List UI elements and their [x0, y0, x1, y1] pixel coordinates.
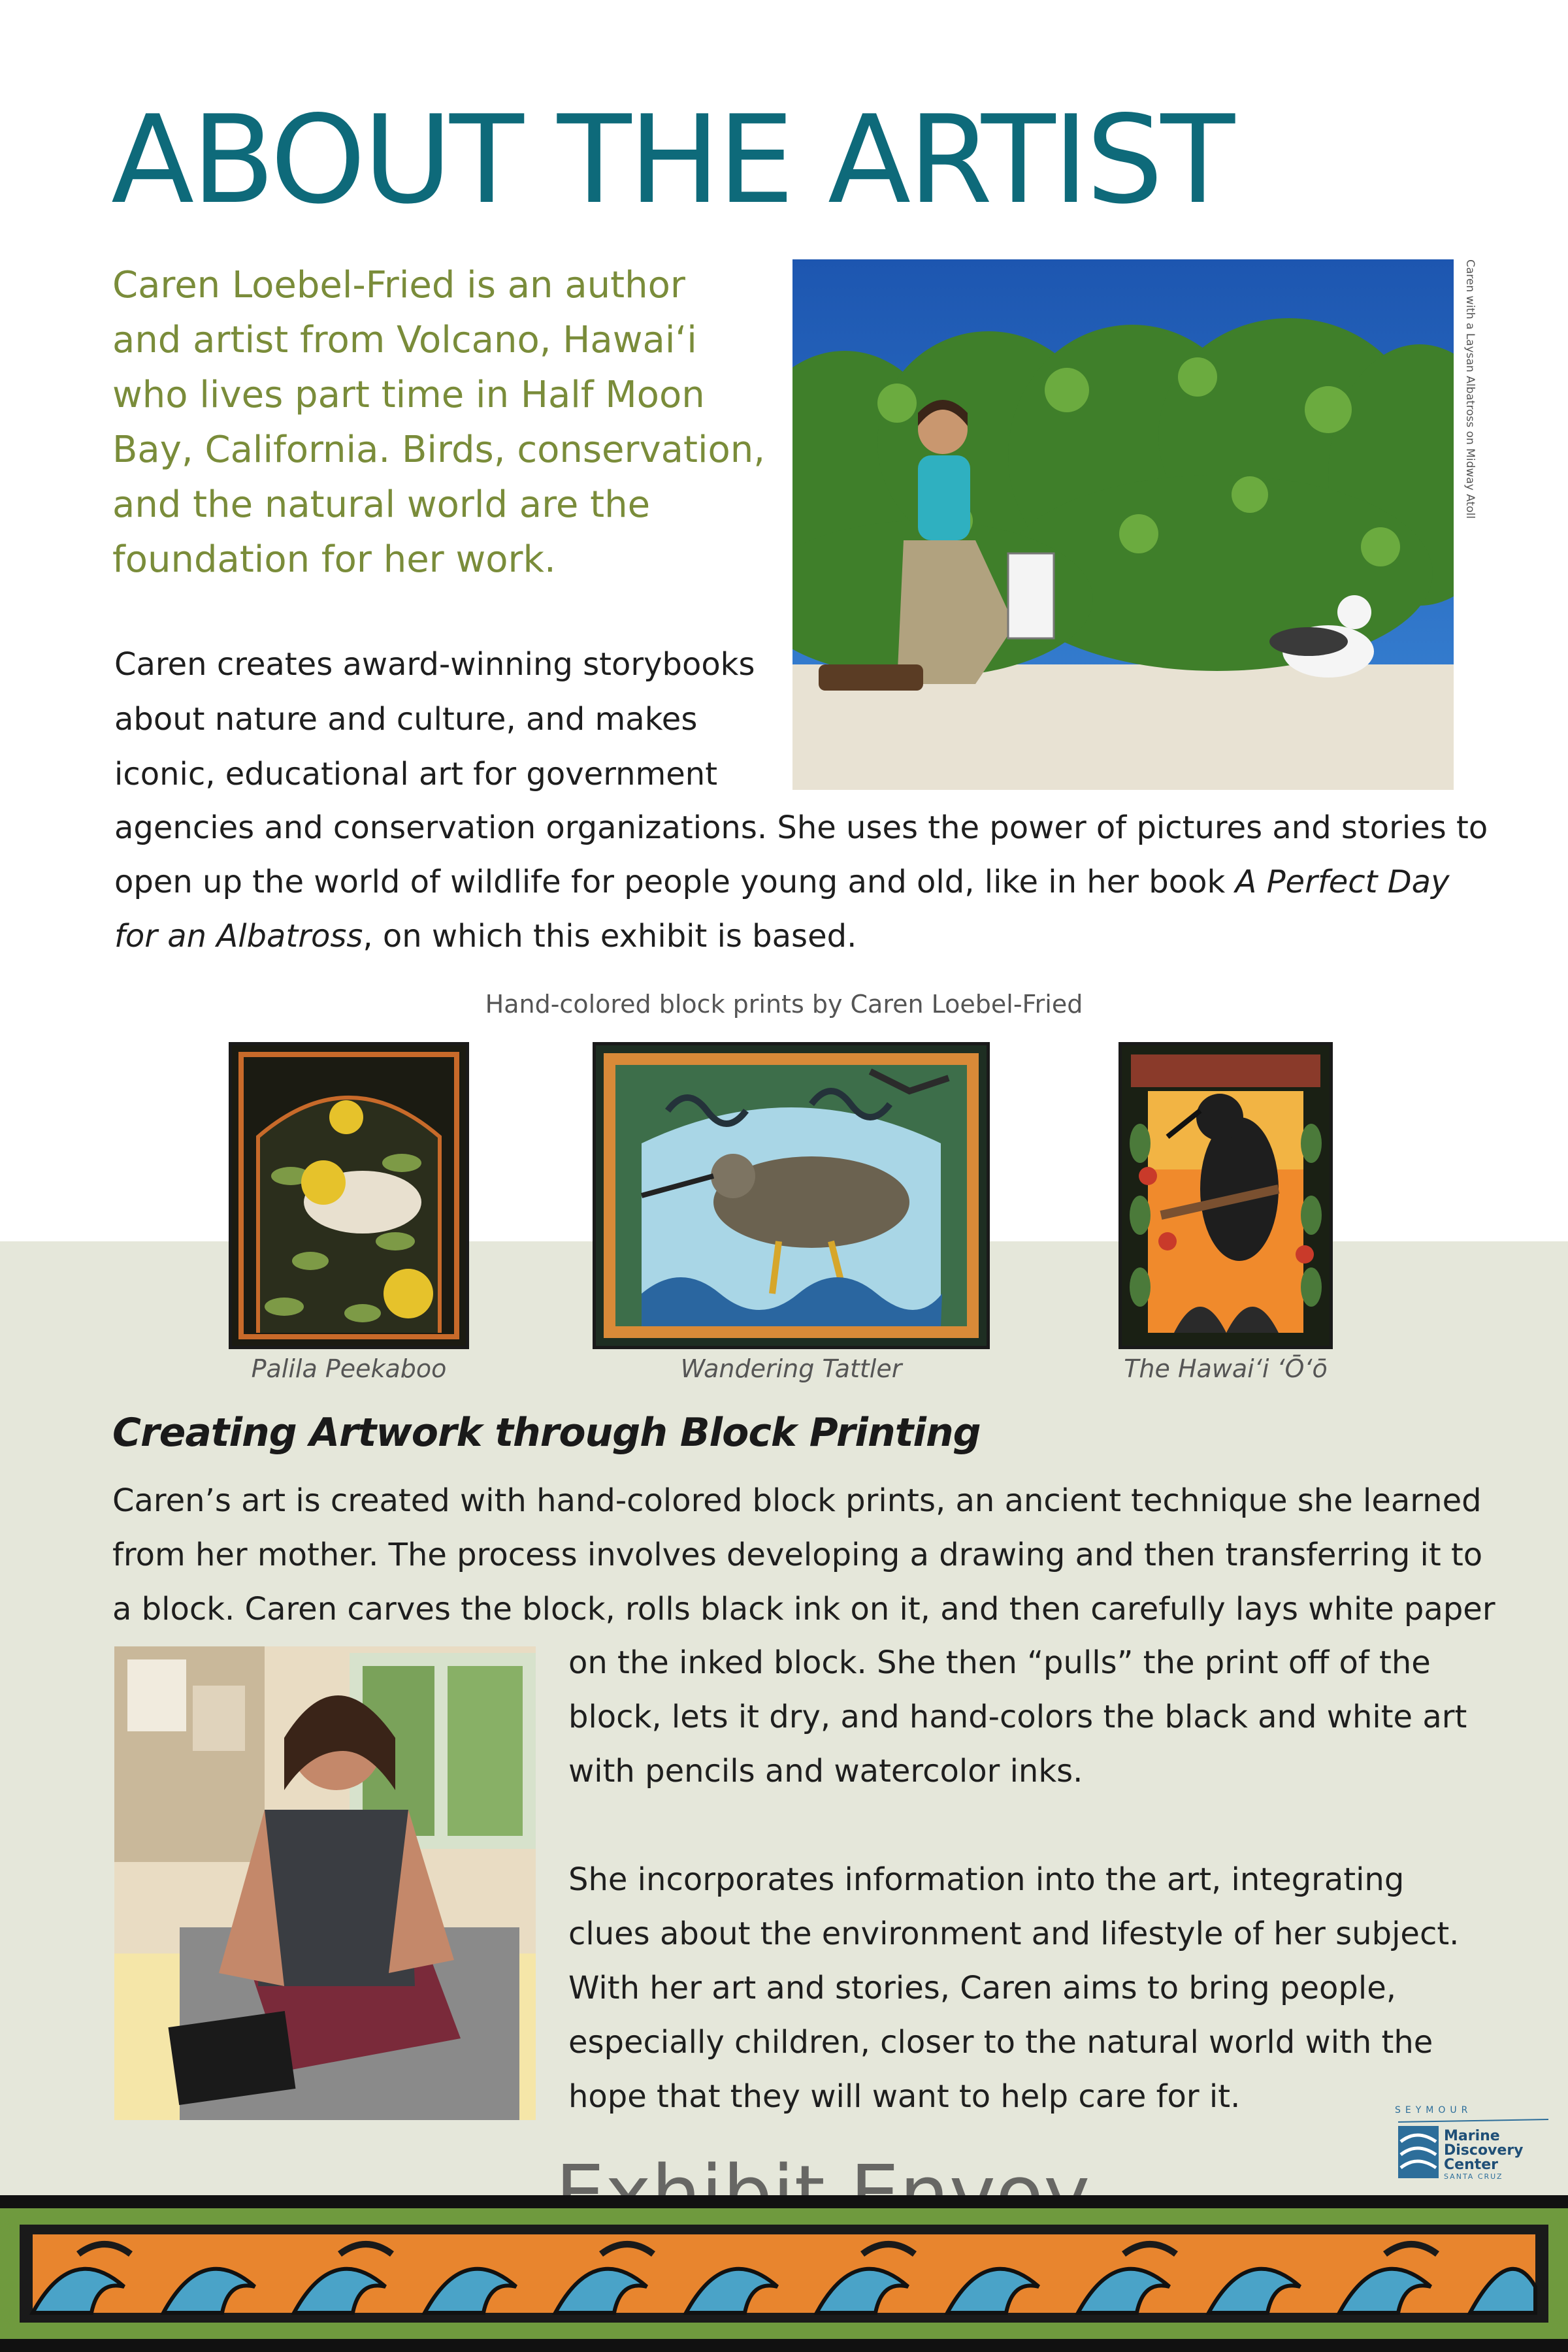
wandering-tattler-print-image	[593, 1042, 990, 1349]
book-title: for an Albatross	[114, 918, 363, 955]
intro-line: Caren Loebel-Fried is an author	[112, 264, 685, 306]
intro-line: foundation for her work.	[112, 538, 556, 581]
artist-with-albatross-photo	[792, 259, 1454, 790]
prints-caption: Hand-colored block prints by Caren Loebel-Fried	[485, 990, 1083, 1019]
bio-line: for an Albatross, on which this exhibit is based.	[114, 918, 857, 955]
artist-carving-block-photo	[114, 1646, 536, 2120]
section-line: with pencils and watercolor inks.	[568, 1753, 1083, 1789]
section-line: Caren’s art is created with hand-colored block prints, an ancient technique she learned	[112, 1482, 1482, 1519]
section-line: clues about the environment and lifestyle of her subject.	[568, 1916, 1460, 1952]
section-line: hope that they will want to help care for it.	[568, 2078, 1241, 2115]
svg-text:Marine: Marine	[1444, 2128, 1500, 2144]
bio-line: iconic, educational art for government	[114, 756, 718, 792]
svg-text:SEYMOUR: SEYMOUR	[1395, 2105, 1473, 2115]
photo-caption: Caren with a Laysan Albatross on Midway Atoll	[1463, 259, 1477, 519]
section-line: With her art and stories, Caren aims to bring people,	[568, 1970, 1396, 2006]
intro-line: who lives part time in Half Moon	[112, 374, 705, 416]
bio-line: open up the world of wildlife for people young and old, like in her book A Perfect Day	[114, 864, 1450, 900]
section-line: She incorporates information into the art, integrating	[568, 1861, 1405, 1898]
wave-border-decoration	[0, 2195, 1568, 2352]
section-heading: Creating Artwork through Block Printing	[112, 1410, 981, 1456]
marine-discovery-center-logo	[1392, 2102, 1548, 2181]
svg-text:Discovery: Discovery	[1444, 2142, 1524, 2159]
hawaii-oo-print-image	[1119, 1042, 1333, 1349]
section-line: on the inked block. She then “pulls” the print off of the	[568, 1644, 1431, 1681]
svg-text:SANTA CRUZ: SANTA CRUZ	[1444, 2172, 1503, 2181]
bio-line: about nature and culture, and makes	[114, 701, 698, 738]
intro-line: Bay, California. Birds, conservation,	[112, 429, 766, 471]
palila-print-image	[229, 1042, 469, 1349]
intro-paragraph	[112, 258, 785, 587]
bio-line: Caren creates award-winning storybooks	[114, 646, 755, 683]
section-line: especially children, closer to the natural world with the	[568, 2024, 1433, 2061]
svg-text:Center: Center	[1444, 2157, 1499, 2173]
bio-line: agencies and conservation organizations. She uses the power of pictures and stories to	[114, 809, 1488, 846]
print-title: The Hawaiʻi ʻŌʻō	[1124, 1354, 1328, 1383]
intro-line: and artist from Volcano, Hawaiʻi	[112, 319, 697, 361]
page-title: ABOUT THE ARTIST	[111, 89, 1233, 231]
print-title: Wandering Tattler	[680, 1354, 902, 1383]
section-line: a block. Caren carves the block, rolls black ink on it, and then carefully lays white paper	[112, 1591, 1495, 1627]
section-line: block, lets it dry, and hand-colors the black and white art	[568, 1699, 1467, 1735]
print-title: Palila Peekaboo	[251, 1354, 447, 1383]
intro-line: and the natural world are the	[112, 483, 651, 526]
section-line: from her mother. The process involves developing a drawing and then transferring it to	[112, 1537, 1483, 1573]
book-title: A Perfect Day	[1235, 864, 1450, 900]
